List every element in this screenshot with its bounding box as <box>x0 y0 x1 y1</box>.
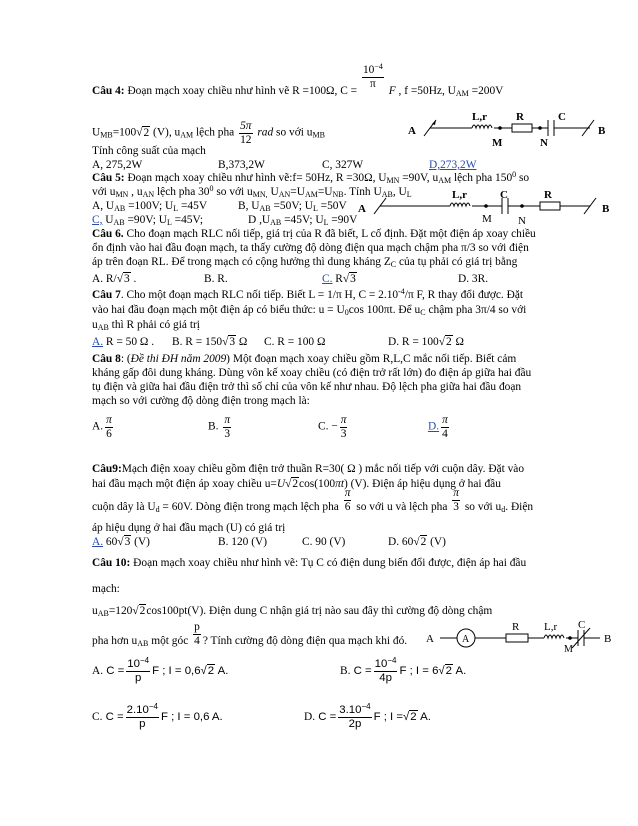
q5-label: Câu 5: <box>92 172 125 184</box>
q4-capacitance-fraction: $\frac{10^{-4}}{\pi}$ <box>362 62 383 90</box>
q6-option-d[interactable]: D. 3R. <box>458 273 489 285</box>
q8-option-c[interactable]: C. − $\frac{\pi}{3}$ <box>318 414 347 440</box>
q10-ammeter: A <box>462 634 470 645</box>
q4-label: Câu 4: <box>92 85 125 97</box>
q5-label-r: R <box>544 189 552 201</box>
q5-option-d[interactable]: D $,U_{AB} =45V$; $U_L =90V$ <box>248 214 358 227</box>
q9-label: Câu9: <box>92 463 122 475</box>
q10-option-b[interactable]: B. C = $\frac{10^{-4}}{4p}$ F ; I = 6√2 A. <box>340 656 467 684</box>
q6-line3: áp trên đoạn RL. Để trong mạch có cộng hưởng thì dung kháng $Z_C$ của tụ phải có giá trị bằng <box>92 256 518 269</box>
q4-stem: Đoạn mạch xoay chiều như hình vẽ R =100Ω, C = <box>127 85 358 97</box>
q5-circuit-diagram <box>354 186 616 228</box>
q8-line3: tụ điện và giữa hai đầu điện trở thì số chỉ của vôn kế như nhau. Độ lệch pha giữa hai đầu đoạn <box>92 381 522 393</box>
q10-label: Câu 10: <box>92 557 131 569</box>
q9-option-c[interactable]: C. 90 (V) <box>302 536 346 548</box>
q5-node-n: N <box>518 215 526 227</box>
q5-label-lr: L,r <box>452 189 467 201</box>
q5-option-a[interactable]: A, $U_{AB} =100V$; $U_L =45V$ <box>92 200 208 213</box>
q9-option-b[interactable]: B. 120 (V) <box>218 536 268 548</box>
q10-node-m: M <box>564 644 573 655</box>
q6-option-c[interactable]: C. R√3 <box>322 273 356 285</box>
q5-node-a: A <box>358 203 366 215</box>
q4-unit-f: F <box>388 85 396 97</box>
q10-line1: Câu 10: Đoạn mạch xoay chiều như hình vẽ: Tụ C có điện dung biến đổi được, điện áp hai đầu <box>92 557 527 569</box>
q4-label-c: C <box>558 111 566 123</box>
q4-phase-fraction: $\frac{5\pi}{12}$ <box>240 120 252 146</box>
q4-line2: $U_{MB}=100√2$ (V), $u_{AM}$ lệch pha $\frac{5\pi}{12}$ rad so với $u_{MB}$ <box>92 120 325 146</box>
q6-label: Câu 6. <box>92 228 124 240</box>
q9-option-d[interactable]: D. 60√2 (V) <box>388 536 446 548</box>
q8-line4: mạch so với cường độ dòng điện trong mạch là: <box>92 395 310 407</box>
q8-option-d[interactable]: D. $\frac{\pi}{4}$ <box>428 414 448 440</box>
q7-line2: vào hai đầu đoạn mạch một điện áp có biểu thức: $u = U_0\cos$ 100πt. Để $u_C$ chậm pha 3π/4 so với <box>92 304 527 317</box>
q5-option-b[interactable]: B, $U_{AB} =50V$; $U_L =50V$ <box>238 200 347 213</box>
q7-label: Câu 7 <box>92 289 121 301</box>
q10-label-r: R <box>512 621 520 633</box>
q6-line1: Câu 6. Cho đoạn mạch RLC nối tiếp, giá trị của R đã biết, L cố định. Đặt một điện áp xoay chiều <box>92 228 536 240</box>
q4-option-a[interactable]: A, 275,2W <box>92 159 143 171</box>
q10-node-a: A <box>426 633 434 645</box>
q4-node-m: M <box>492 137 503 149</box>
q5-label-c: C <box>500 189 508 201</box>
q8-label: Câu 8 <box>92 353 121 365</box>
q6-line2: ổn định vào hai đầu đoạn mạch, ta thấy cường độ dòng điện qua mạch chậm pha π/3 so với điện <box>92 242 529 254</box>
q9-line2: hai đầu mạch một điện áp xoay chiều u=U√2cos(100πt) (V). Điện áp hiệu dụng ở hai đầu <box>92 478 501 490</box>
q8-line1: Câu 8: (Đề thi ĐH năm 2009) Một đoạn mạch xoay chiều gồm R,L,C mắc nối tiếp. Biết cảm <box>92 353 517 365</box>
q7-option-a[interactable]: A. R = 50 Ω . <box>92 336 155 348</box>
q4-node-b: B <box>598 125 606 137</box>
q7-line3: $u_{AB}$ thì R phải có giá trị <box>92 319 200 332</box>
q5-node-b: B <box>602 203 610 215</box>
q4-node-a: A <box>408 125 416 137</box>
q4-label-lr: L,r <box>472 111 487 123</box>
q5-line2: với $u_{MN}$ , $u_{AN}$ lệch pha $30^0$ so với $u_{MN,}$ $U_{AN}=U_{AM}=U_{NB}$. Tính $U_{AB}$, $U_L$ <box>92 184 412 199</box>
q10-option-c[interactable]: C. C = $\frac{2.10^{-4}}{p}$ F ; I = 0,6 A. <box>92 702 223 730</box>
q9-line1: Câu9:Mạch điện xoay chiều gồm điện trở thuần R=30( Ω ) mắc nối tiếp với cuộn dây. Đặt vào <box>92 463 525 475</box>
q4-node-n: N <box>540 137 548 149</box>
q10-line2: mạch: <box>92 583 120 595</box>
q4-circuit-diagram <box>400 108 610 150</box>
q10-label-c: C <box>578 619 586 631</box>
q7-option-c[interactable]: C. R = 100 Ω <box>264 336 326 348</box>
q6-option-b[interactable]: B. R. <box>204 273 228 285</box>
q9-line4: áp hiệu dụng ở hai đầu mạch (U) có giá trị <box>92 522 286 534</box>
q8-option-a[interactable]: A. $\frac{\pi}{6}$ <box>92 414 112 440</box>
q6-option-a[interactable]: A. R/√3 . <box>92 273 137 285</box>
q9-option-a[interactable]: A. 60√3 (V) <box>92 536 150 548</box>
q5-node-m: M <box>482 213 492 225</box>
q10-label-lr: L,r <box>544 621 558 633</box>
q7-line1: Câu 7. Cho một đoạn mạch RLC nối tiếp. Biết L = 1/π H, $C = 2.10^{-4}/\pi$ F, R thay đổi được. Đặt <box>92 287 524 301</box>
q10-line4: pha hơn $u_{AB}$ một góc $\frac{p}{4}$ ? Tính cường độ dòng điện qua mạch khi đó. <box>92 621 408 648</box>
q4-label-r: R <box>516 111 524 123</box>
q9-line3: cuộn dây là $U_d = 60V$. Dòng điện trong mạch lệch pha $\frac{\pi}{6}$ so với u và lệch pha $\frac{\pi}{3}$ so với $u_d$. Điện <box>92 487 534 514</box>
q7-option-b[interactable]: B. R = 150√3 Ω <box>172 336 248 348</box>
q10-option-a[interactable]: A. C = $\frac{10^{-4}}{p}$ F ; I = 0,6√2 A. <box>92 656 229 684</box>
q4-question: Tính công suất của mạch <box>92 145 206 157</box>
q4-option-d[interactable]: D,273,2W <box>429 159 477 171</box>
q10-option-d[interactable]: D. C = $\frac{3.10^{-4}}{2p}$ F ; I =√2 A. <box>304 702 431 730</box>
q4-line1: Câu 4: Đoạn mạch xoay chiều như hình vẽ R =100Ω, C = $\frac{10^{-4}}{\pi}$ F , f =50Hz, $U_{AM} =200V$ <box>92 62 504 98</box>
q8-source: Đề thi ĐH năm 2009 <box>130 353 227 365</box>
q5-option-c[interactable]: C, $U_{AB} =90V$; $U_L =45V$; <box>92 214 204 227</box>
q8-option-b[interactable]: B. $\frac{\pi}{3}$ <box>208 414 231 440</box>
q10-node-b: B <box>604 633 612 645</box>
q4-option-b[interactable]: B,373,2W <box>218 159 265 171</box>
q5-line1: Câu 5: Đoạn mạch xoay chiều như hình vẽ:f= 50Hz, R =30Ω, $U_{MN} =90V$, $u_{AM}$ lệch pha $150^0$ so <box>92 170 530 185</box>
q10-circuit-diagram <box>418 616 618 656</box>
q8-line2: kháng gấp đôi dung kháng. Dùng vôn kế xoay chiều (có điện trở rất lớn) đo điện áp giữa hai đầu <box>92 367 532 379</box>
q7-option-d[interactable]: D. R = 100√2 Ω <box>388 336 465 348</box>
q4-option-c[interactable]: C, 327W <box>322 159 364 171</box>
q10-line3: $u_{AB}=120√2\cos 100pt(V)$. Điện dung C nhận giá trị nào sau đây thì cường độ dòng chậm <box>92 605 493 618</box>
